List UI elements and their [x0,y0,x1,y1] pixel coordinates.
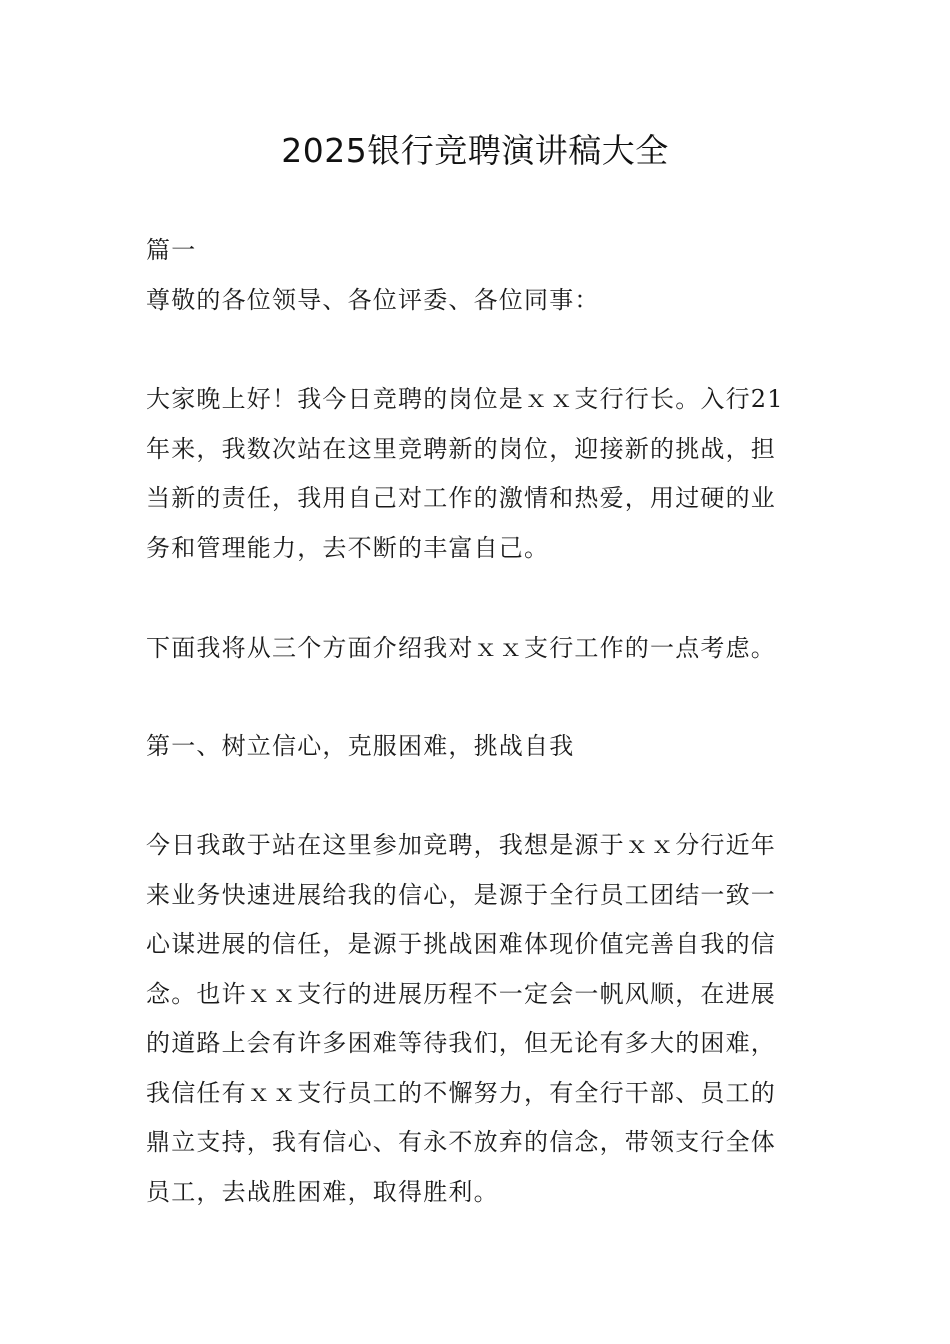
paragraph-line: 来业务快速进展给我的信心，是源于全行员工团结一致一 [146,880,776,909]
paragraph-3 [146,821,812,1217]
section-label [146,226,812,276]
paragraph-line: 员工，去战胜困难，取得胜利。 [146,1177,499,1206]
paragraph-line: 大家晚上好！我今日竞聘的岗位是ｘｘ支行行长。入行21 [146,385,784,413]
paragraph-line: 下面我将从三个方面介绍我对ｘｘ支行工作的一点考虑。 [146,634,776,662]
paragraph-line: 我信任有ｘｘ支行员工的不懈努力，有全行干部、员工的 [146,1078,776,1107]
paragraph-line: 鼎立支持，我有信心、有永不放弃的信念，带领支行全体 [146,1128,776,1156]
salutation [146,276,812,326]
paragraph-line: 年来，我数次站在这里竞聘新的岗位，迎接新的挑战，担 [146,434,776,463]
paragraph-line: 务和管理能力，去不断的丰富自己。 [146,533,550,562]
paragraph-line: 心谋进展的信任，是源于挑战困难体现价值完善自我的信 [146,930,776,958]
section-label-text: 篇一 [146,236,197,264]
paragraph-line: 今日我敢于站在这里参加竞聘，我想是源于ｘｘ分行近年 [146,831,776,859]
paragraph-line: 的道路上会有许多困难等待我们，但无论有多大的困难， [146,1029,776,1057]
paragraph-1 [146,375,812,573]
paragraph-line: 当新的责任，我用自己对工作的激情和热爱，用过硬的业 [146,484,776,512]
paragraph-line: 念。也许ｘｘ支行的进展历程不一定会一帆风顺，在进展 [146,979,776,1008]
salutation-text: 尊敬的各位领导、各位评委、各位同事： [146,286,600,314]
paragraph-line: 第一、树立信心，克服困难，挑战自我 [146,732,575,760]
document-title: 2025银行竞聘演讲稿大全 [281,131,669,170]
paragraph-2 [146,624,812,674]
section-heading-first [146,722,812,772]
